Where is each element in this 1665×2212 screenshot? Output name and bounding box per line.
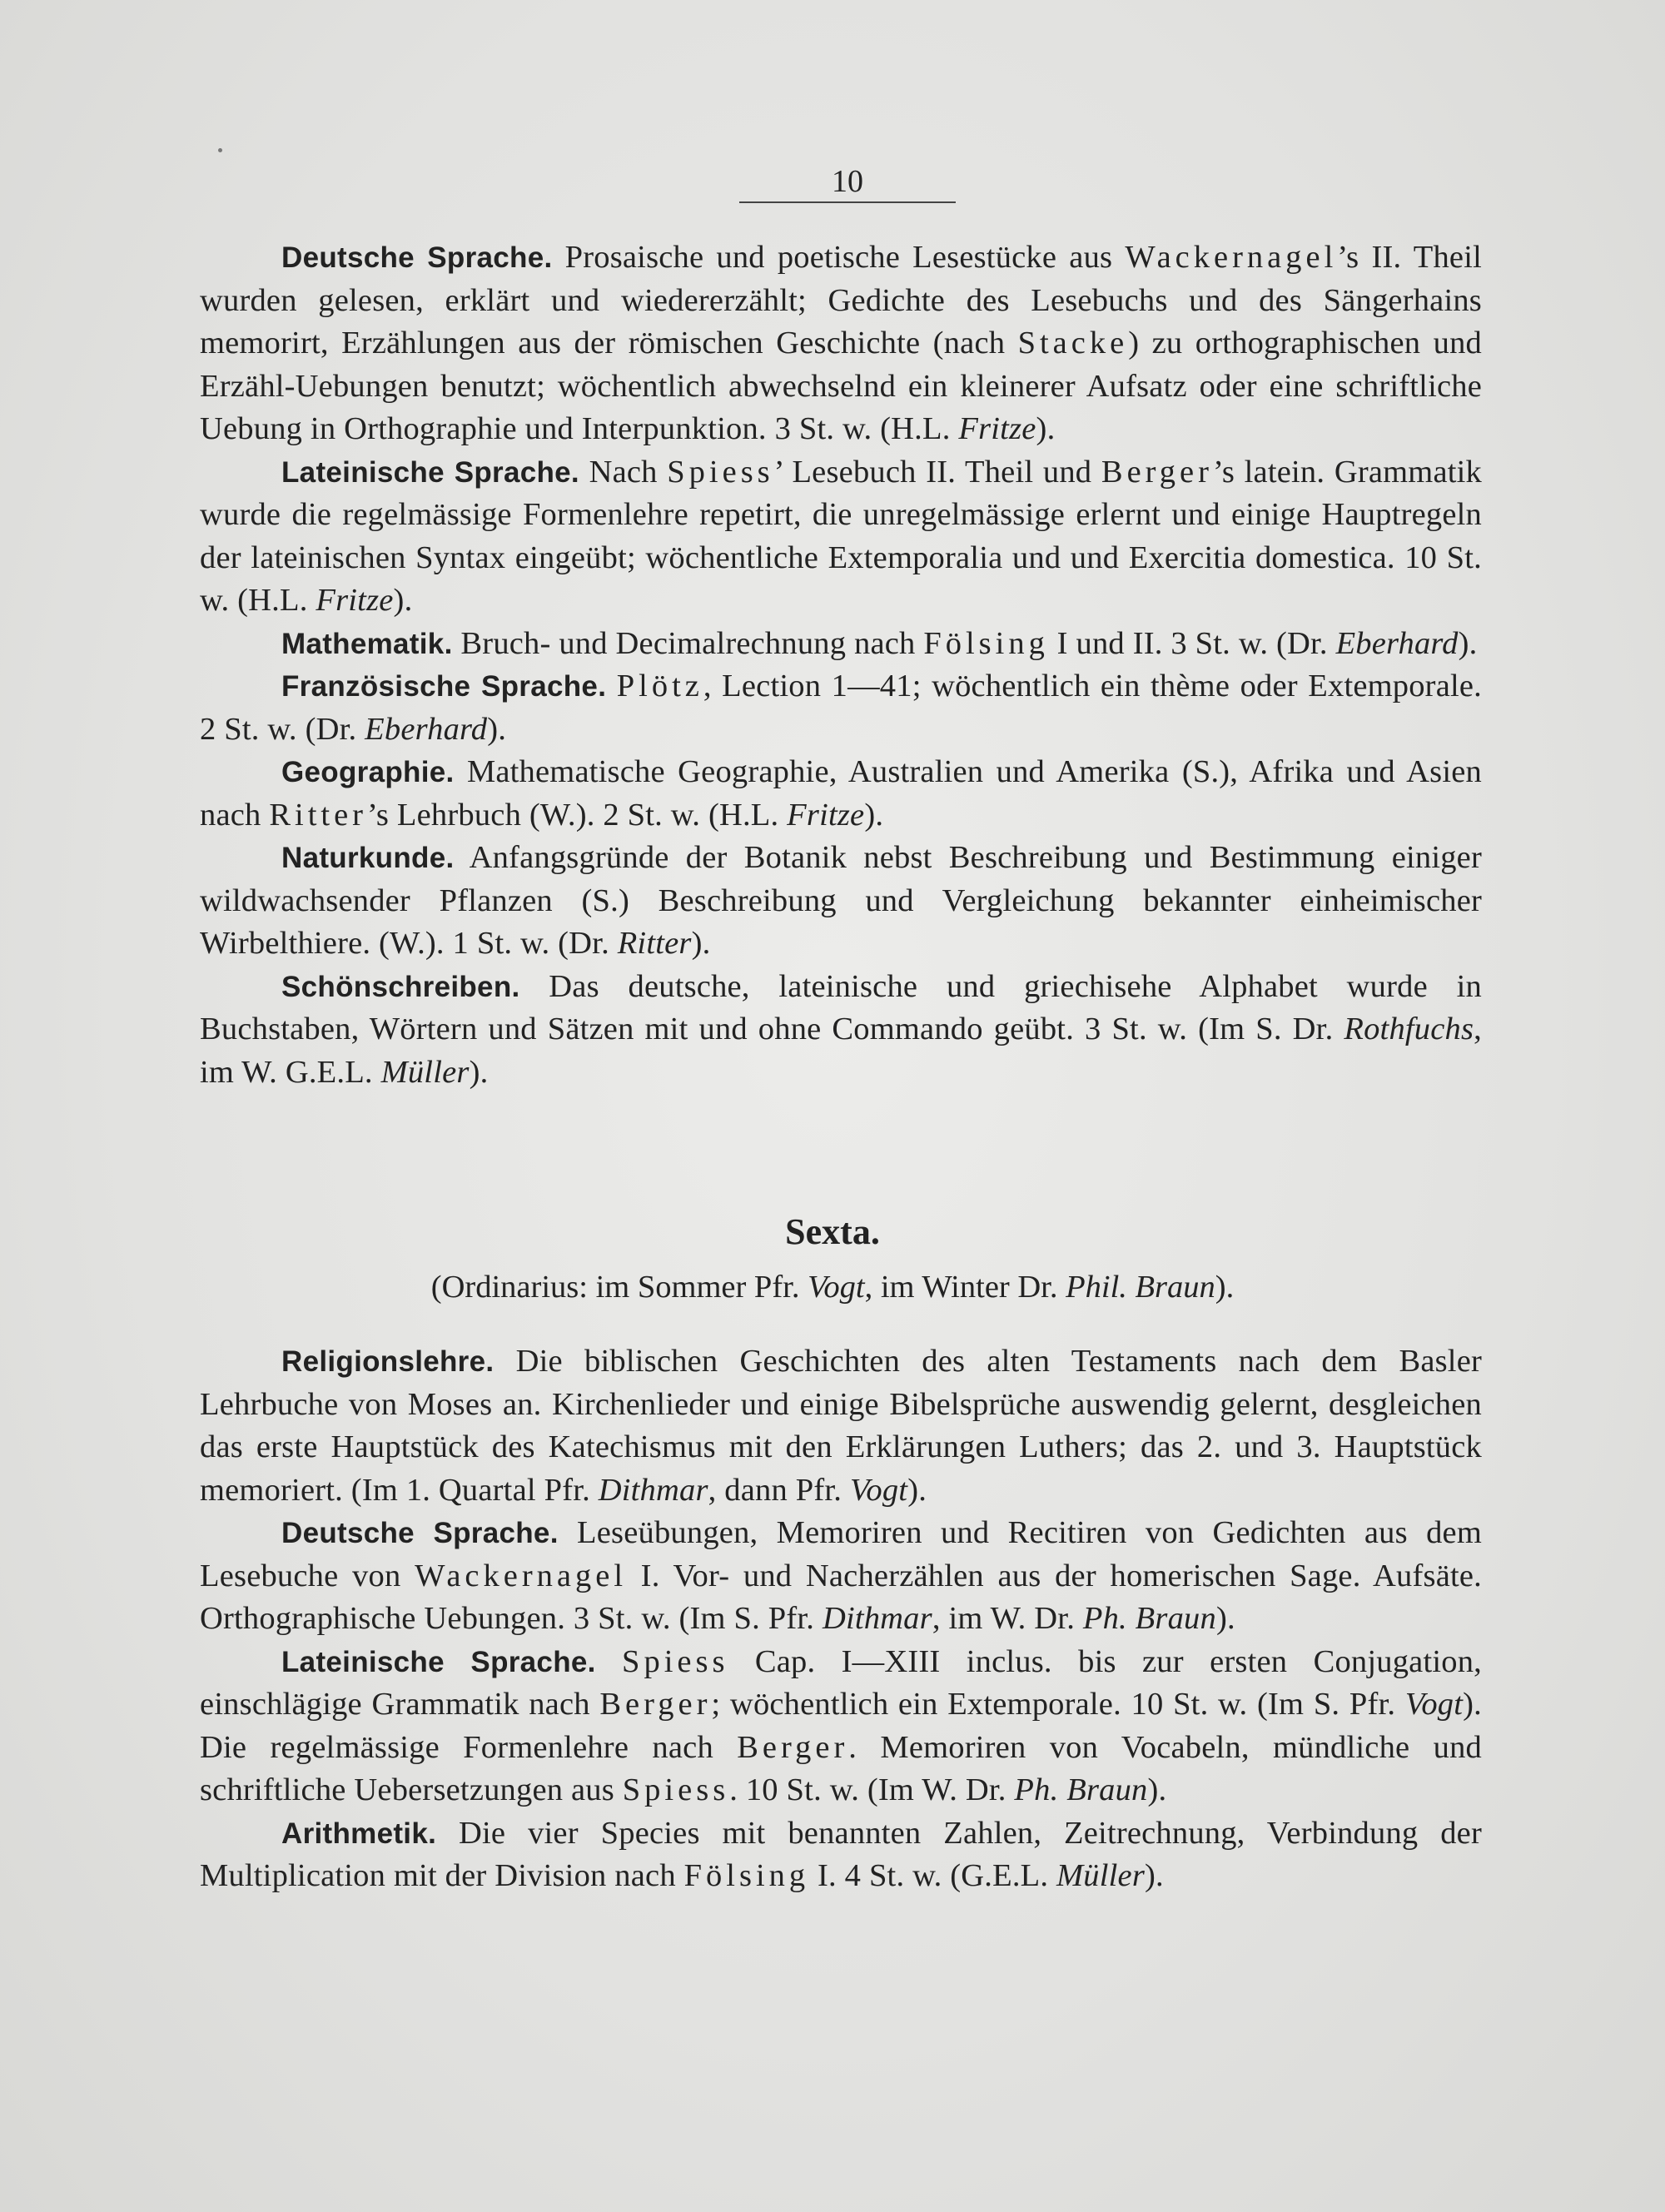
teacher-name: Vogt <box>1404 1687 1464 1722</box>
paragraph-deutsche-sprache: Deutsche Sprache. Prosaische und poetische Lesestücke aus Wackernagel’s II. Theil wurden gelesen, erklärt und wiedererzählt; Gedichte des Lesebuchs und des Sängerhains memorirt, Erzählungen aus der römischen Geschichte (nach Stacke) zu orthographischen und Erzähl-Uebungen benutzt; wöchentlich abwechselnd ein kleinerer Aufsatz oder eine schriftliche Uebung in Orthographie und Interpunktion. 3 St. w. (H.L. Fritze). <box>200 240 1482 446</box>
teacher-name: Ph. Braun <box>1014 1772 1148 1807</box>
paragraph-geographie: Geographie. Mathematische Geographie, Australien und Amerika (S.), Afrika und Asien nach Ritter’s Lehrbuch (W.). 2 St. w. (H.L. Fritze). <box>200 754 1482 833</box>
paragraph-lateinische-sprache-sexta: Lateinische Sprache. Spiess Cap. I—XIII inclus. bis zur ersten Conjugation, einschlägige Grammatik nach Berger; wöchentlich ein Extemporale. 10 St. w. (Im S. Pfr. Vogt). Die regelmässige Formenlehre nach Berger. Memoriren von Vocabeln, mündliche und schriftliche Uebersetzungen aus Spiess. 10 St. w. (Im W. Dr. Ph. Braun). <box>200 1643 1482 1807</box>
subject-heading: Naturkunde. <box>281 842 455 874</box>
section1-text <box>200 236 1482 1094</box>
teacher-name: Vogt <box>849 1472 908 1508</box>
teacher-name: Müller <box>380 1054 470 1090</box>
teacher-name: Fritze <box>787 797 865 833</box>
paragraph-naturkunde: Naturkunde. Anfangsgründe der Botanik nebst Beschreibung und Bestimmung einiger wildwachsender Pflanzen (S.) Beschreibung und Vergleichung bekannter einheimischer Wirbelthiere. (W.). 1 St. w. (Dr. Ritter). <box>200 840 1482 961</box>
page-smudge-mark <box>218 148 222 152</box>
subject-heading: Deutsche Sprache. <box>281 1517 559 1549</box>
subject-heading: Mathematik. <box>281 627 453 660</box>
page-number: 10 <box>832 164 863 199</box>
paragraph-schoenschreiben: Schönschreiben. Das deutsche, lateinische und griechisehe Alphabet wurde in Buchstaben, Wörtern und Sätzen mit und ohne Commando geübt. 3 St. w. (Im S. Dr. Rothfuchs, im W. G.E.L. Müller). <box>200 968 1482 1090</box>
paragraph-deutsche-sprache-sexta: Deutsche Sprache. Leseübungen, Memoriren und Recitiren von Gedichten aus dem Lesebuche von Wackernagel I. Vor- und Nacherzählen aus der homerischen Sage. Aufsäte. Orthographische Uebungen. 3 St. w. (Im S. Pfr. Dithmar, im W. Dr. Ph. Braun). <box>200 1515 1483 1636</box>
paragraph-religionslehre: Religionslehre. Die biblischen Geschichten des alten Testaments nach dem Basler Lehrbuche von Moses an. Kirchenlieder und einige Bibelsprüche auswendig gelernt, desgleichen das erste Hauptstück des Katechismus mit den Erklärungen Luthers; das 2. und 3. Hauptstück memoriert. (Im 1. Quartal Pfr. Dithmar, dann Pfr. Vogt). <box>200 1344 1482 1508</box>
subject-heading: Französische Sprache. <box>281 670 607 703</box>
ordinarius-line: (Ordinarius: im Sommer Pfr. Vogt, im Winter Dr. Phil. Braun). <box>430 1270 1235 1305</box>
teacher-name: Fritze <box>316 583 394 618</box>
section2-text <box>200 1340 1482 1898</box>
teacher-name: Rothfuchs <box>1344 1012 1474 1046</box>
teacher-name: Ritter <box>617 926 692 961</box>
page-number-rule <box>739 201 956 203</box>
subject-heading: Geographie. <box>281 756 455 788</box>
teacher-name: Eberhard <box>365 711 488 747</box>
teacher-name: Eberhard <box>1335 625 1459 661</box>
subject-heading: Deutsche Sprache. <box>281 241 553 274</box>
subject-heading: Schönschreiben. <box>281 970 520 1003</box>
subject-heading: Lateinische Sprache. <box>281 1645 596 1678</box>
paragraph-franzoesische-sprache: Französische Sprache. Plötz, Lection 1—41; wöchentlich ein thème oder Extemporale. 2 St. w. (Dr. Eberhard). <box>200 669 1482 747</box>
teacher-name: Müller <box>1056 1858 1146 1893</box>
paragraph-arithmetik: Arithmetik. Die vier Species mit benannten Zahlen, Zeitrechnung, Verbindung der Multiplication mit der Division nach Fölsing I. 4 St. w. (G.E.L. Müller). <box>200 1815 1482 1893</box>
subject-heading: Religionslehre. <box>281 1345 495 1378</box>
subject-heading: Lateinische Sprache. <box>281 455 579 489</box>
subject-heading: Arithmetik. <box>281 1817 437 1850</box>
paragraph-lateinische-sprache: Lateinische Sprache. Nach Spiess’ Lesebuch II. Theil und Berger’s latein. Grammatik wurde die regelmässige Formenlehre repetirt, die unregelmässige erlernt und einige Hauptregeln der lateinischen Syntax eingeübt; wöchentliche Extemporalia und und Exercitia domestica. 10 St. w. (H.L. Fritze). <box>200 454 1482 618</box>
teacher-name: Dithmar <box>598 1472 708 1508</box>
section-title-sexta: Sexta. <box>785 1211 880 1252</box>
teacher-name: Dithmar <box>822 1601 932 1636</box>
teacher-name: Ph. Braun <box>1082 1601 1216 1636</box>
paragraph-mathematik: Mathematik. Bruch- und Decimalrechnung nach Fölsing I und II. 3 St. w. (Dr. Eberhard). <box>281 625 1478 661</box>
teacher-name: Fritze <box>958 411 1036 446</box>
